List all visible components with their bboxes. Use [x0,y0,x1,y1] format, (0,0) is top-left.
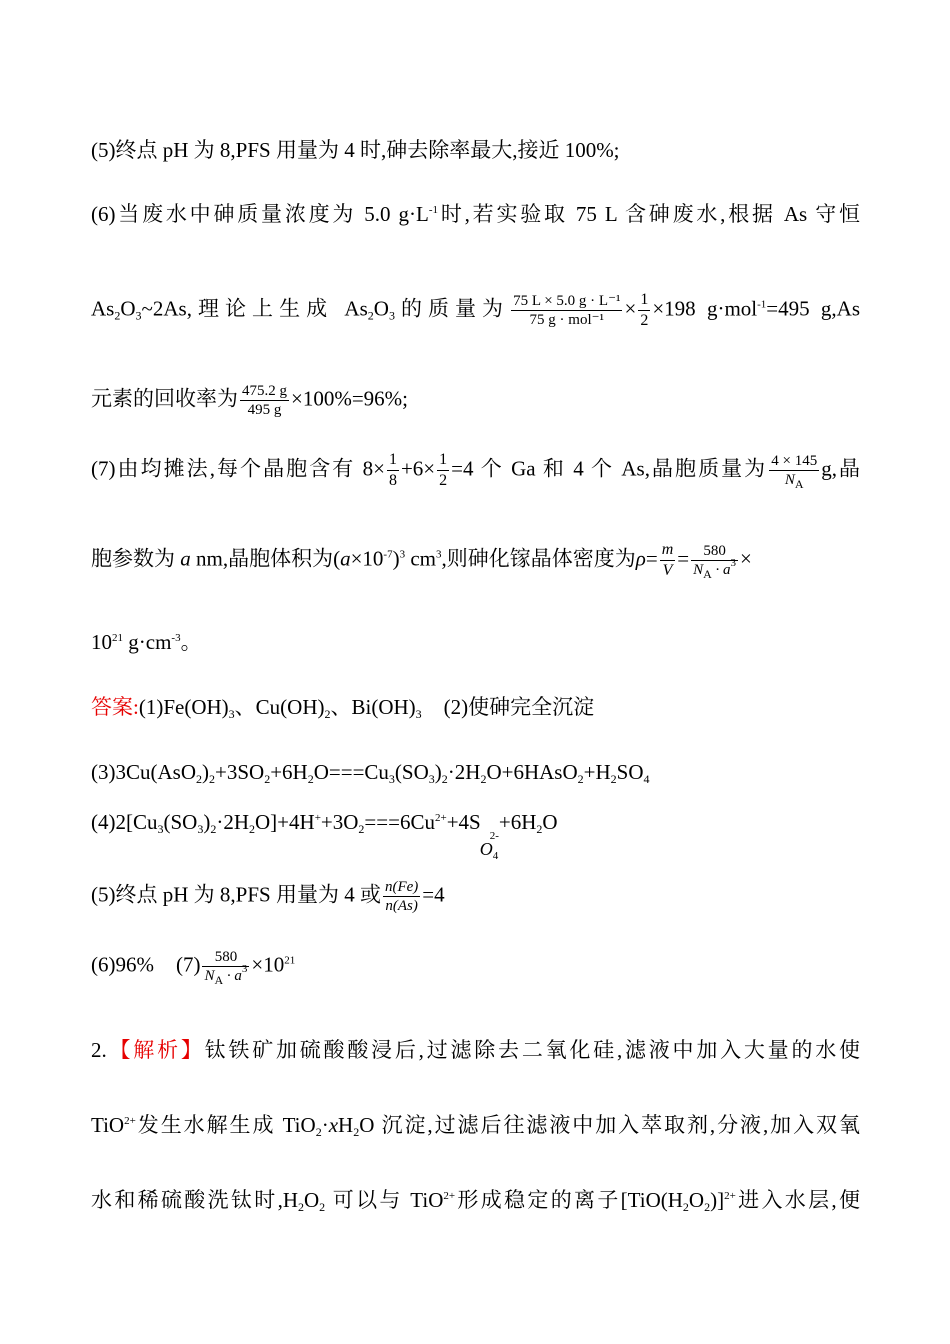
sub: 2 [367,308,374,323]
sub: 2 [682,1200,689,1214]
sup: 3 [730,557,737,569]
text: O 沉淀,过滤后往滤液中加入萃取剂,分液,加入双氧 [359,1113,860,1137]
text: )] [710,1188,725,1212]
text: O [304,1188,320,1212]
numerator: 1 [388,451,397,468]
text: g·cm [123,630,172,654]
fraction-m-v [660,540,676,581]
text: As [91,296,115,321]
text: 、Bi(OH) [330,695,416,719]
sub: 3 [388,772,395,786]
sup: 2+ [124,1115,136,1127]
text: g,晶 [821,456,860,481]
numerator: 4 × 145 [771,453,818,469]
sub: 3 [135,308,142,323]
sup: 3 [436,548,442,561]
text: N [693,562,704,578]
text: ·2H [447,760,481,784]
fraction-mass [511,292,622,329]
text: +3O [320,810,359,834]
text: =495 g,As [766,296,861,321]
q2-line-2 [91,1111,860,1139]
sub: 4 [492,850,499,862]
text: · a [223,968,242,984]
denominator: 75 g · mol⁻¹ [529,312,605,328]
denominator: 2 [439,472,448,489]
text: x [328,1113,339,1137]
sub: 3 [428,772,435,786]
text: ·2H [216,810,250,834]
answer-line-4 [91,808,860,862]
fraction-answer-7 [202,948,249,985]
sub: 4 [643,772,650,786]
text: +6H [498,810,537,834]
text: = [645,546,658,571]
denominator [691,557,738,581]
text: ~2As,理论上生成 As [141,296,368,321]
answer-line-5 [91,878,860,915]
sub: 2 [210,822,217,836]
text: (5)终点 pH 为 8,PFS 用量为 4 或 [91,882,381,907]
sub: A [214,973,224,987]
text: N [784,472,795,488]
denominator: n(As) [385,898,418,914]
text: 形成稳定的离子[TiO(H [455,1188,683,1212]
sub: 2 [610,772,617,786]
sup: 2+ [434,812,447,824]
line-6b [91,290,860,334]
sub: 3 [388,308,395,323]
numerator: 580 [214,949,238,965]
text: +H [583,760,611,784]
text: H [338,1113,354,1137]
analysis-tag: 【解析】 [106,1038,205,1062]
text: 胞参数为 [91,546,175,571]
text: 水和稀硫酸洗钛时,H [91,1188,298,1212]
text: TiO [91,1113,125,1137]
fraction-recovery [240,382,289,419]
text: 进入水层,便 [735,1188,860,1212]
text: 、Cu(OH) [234,695,325,719]
sulfate-sub-sup [479,830,499,862]
numerator: 1 [439,451,448,468]
line-7c [91,628,860,656]
text: 钛铁矿加硫酸酸浸后,过滤除去二氧化硅,滤液中加入大量的水使 [204,1038,861,1062]
text: · a [711,562,731,578]
text: SO [616,760,644,784]
sup: 21 [112,632,123,644]
text: +6× [400,456,436,481]
q2-line-1 [91,1036,860,1064]
text: (5)终点 pH 为 8,PFS 用量为 4 时,砷去除率最大,接近 100%; [91,138,620,162]
numerator: 475.2 g [242,383,287,399]
fraction-half [638,290,650,331]
text: O===Cu [313,760,389,784]
text: =4 [422,882,445,907]
fraction-density [691,542,738,579]
text: O [373,296,389,321]
sub: A [794,477,804,491]
text: O+6HAsO [486,760,578,784]
text: 可以与 TiO [325,1188,444,1212]
sub: 2 [358,822,365,836]
sup: -1 [757,298,767,311]
sub: 2 [114,308,121,323]
sub: 2 [307,772,314,786]
text: O [120,296,136,321]
sub: 2 [249,822,256,836]
line-6a [91,200,860,228]
answer-line-3 [91,758,860,786]
text: a [340,546,351,571]
text: O [688,1188,705,1212]
sup: -7 [383,548,393,561]
numerator: 580 [703,543,726,559]
sub: 2 [577,772,584,786]
text: N [204,968,215,984]
question-number: 2. [91,1038,107,1062]
text: (SO [394,760,429,784]
text: × [740,546,752,571]
sup: 2+ [724,1190,736,1202]
text: ×198 g·mol [652,296,758,321]
text: O]+4H [255,810,315,834]
text: × [624,296,637,321]
text: (1)Fe(OH) [138,695,229,719]
sub: 3 [197,822,204,836]
text: (6)96% [91,952,154,977]
text: (3)3Cu(AsO [91,760,196,784]
sub: 3 [157,822,164,836]
q2-line-3 [91,1186,860,1214]
sub: 2 [353,1125,360,1139]
line-7a [91,450,860,491]
answer-line-1 [91,693,860,721]
text: O [542,810,558,834]
sup: -3 [171,632,181,644]
sup: + [314,812,321,824]
sub: 2 [704,1200,711,1214]
text: ×10 [350,546,384,571]
text: a [180,546,191,571]
sub: 2 [441,772,448,786]
text: +3SO [215,760,265,784]
line-6c [91,382,860,419]
equation-4 [91,810,481,834]
text: ) [392,546,400,571]
sub: 2 [196,772,202,786]
text: = [677,546,690,571]
denominator: 8 [388,472,397,489]
sub: 3 [228,707,235,721]
sub: 2 [480,772,487,786]
denominator [783,471,806,489]
numerator: m [661,541,674,558]
text: +6H [270,760,308,784]
denominator [202,963,249,987]
sup: 21 [284,954,296,967]
text: ×100%=96%; [291,386,409,411]
line-5 [91,136,860,164]
text: ×10 [251,952,285,977]
text: 的质量为 [394,296,510,321]
text: ρ [635,546,646,571]
sub: 2 [319,1200,326,1214]
denominator: 495 g [247,402,282,418]
sup: 3 [241,963,248,975]
text: (2)使砷完全沉淀 [443,695,595,719]
sub: 2 [324,707,331,721]
sub: 2 [209,772,215,786]
sub: 2 [315,1125,322,1139]
text: (6)当废水中砷质量浓度为 5.0 g·L [91,202,429,226]
sub: 2 [264,772,271,786]
answer-line-6 [91,948,860,985]
text: · [321,1113,329,1137]
sup: 2+ [443,1190,456,1202]
text [479,839,499,862]
sup: 3 [399,548,406,561]
text: O [479,839,493,859]
numerator: 75 L × 5.0 g · L⁻¹ [513,293,621,309]
fraction-cell-mass [769,452,819,489]
sup: -1 [428,204,439,216]
text: =4 个 Ga 和 4 个 As,晶胞质量为 [451,456,768,481]
text: 元素的回收率为 [91,386,238,411]
text: nm,晶胞体积为( [190,546,341,571]
numerator: 1 [640,291,649,308]
line-7b [91,540,860,581]
numerator: n(Fe) [384,879,419,895]
text: ,则砷化镓晶体密度为 [441,546,636,571]
text: (4)2[Cu [91,810,158,834]
fraction-ratio [383,878,420,915]
answer-label: 答案: [91,695,139,719]
text: ) [434,760,442,784]
text: (SO [163,810,198,834]
fraction-half-2 [437,450,449,491]
text: 发生水解生成 TiO [135,1113,316,1137]
text: +4S [446,810,481,834]
text: 10 [91,630,112,654]
text: ===6Cu [364,810,435,834]
sup: 2- [489,830,499,842]
text: cm [405,546,436,571]
text: 。 [180,630,202,654]
text: (7)由均摊法,每个晶胞含有 8× [91,456,385,481]
sub: 2 [536,822,543,836]
text: ) [203,810,211,834]
denominator: V [662,562,673,579]
fraction-eighth [387,450,399,491]
sub: 3 [415,707,422,721]
text: 时,若实验取 75 L 含砷废水,根据 As 守恒 [438,202,860,226]
sub: 2 [298,1200,304,1214]
sub: A [703,567,712,581]
denominator: 2 [640,312,649,329]
text: (7) [175,952,201,977]
text: ) [202,760,209,784]
